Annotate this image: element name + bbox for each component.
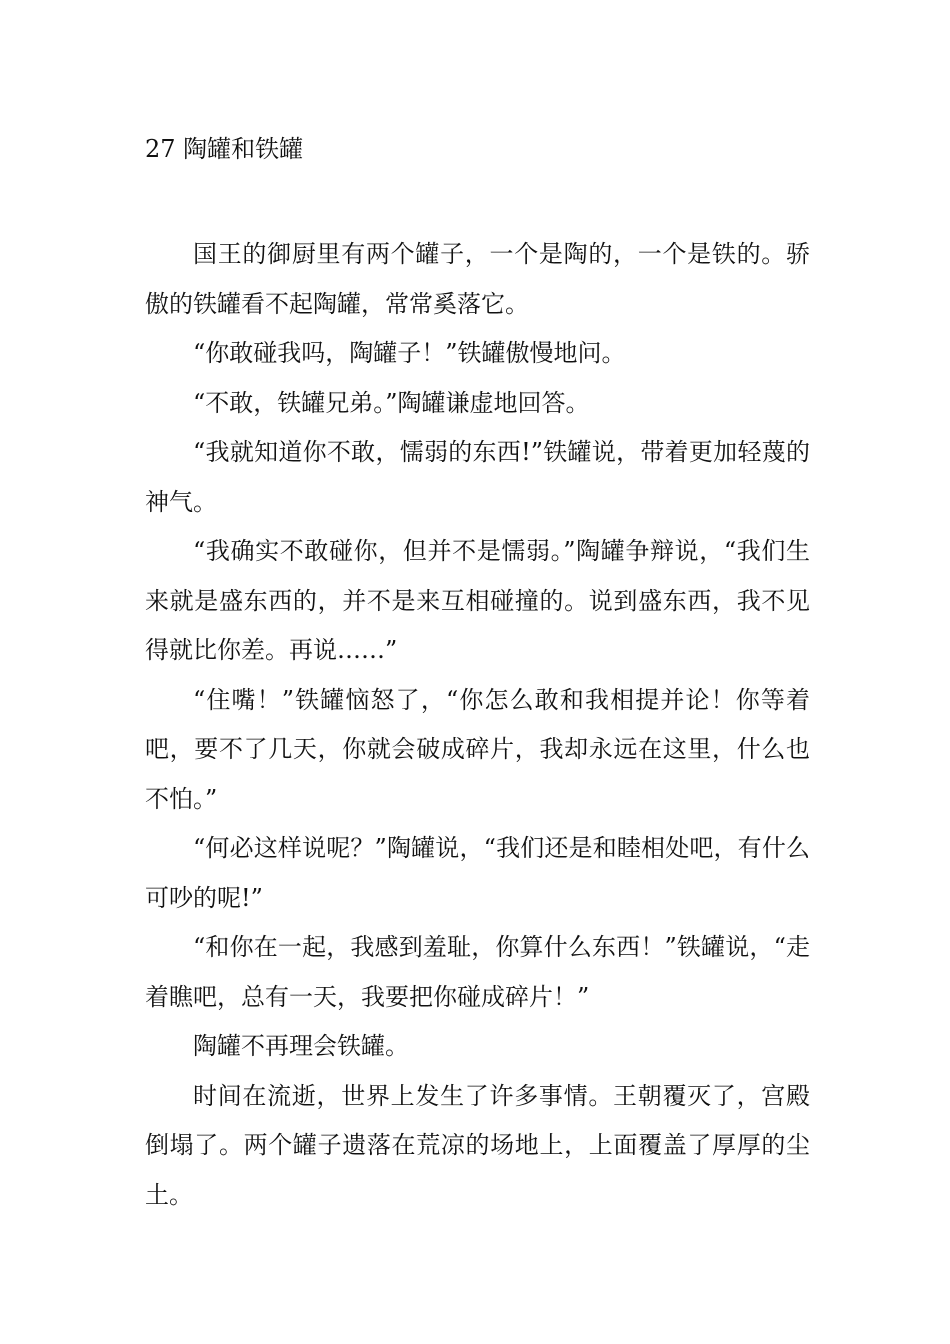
paragraph-5: “我确实不敢碰你，但并不是懦弱。”陶罐争辩说，“我们生来就是盛东西的，并不是来互相碰撞的。说到盛东西，我不见得就比你差。再说……” (145, 537, 810, 664)
paragraph-1: 国王的御厨里有两个罐子，一个是陶的，一个是铁的。骄傲的铁罐看不起陶罐，常常奚落它。 (145, 240, 810, 318)
document-title: 27 陶罐和铁罐 (145, 135, 304, 163)
paragraph-4: “我就知道你不敢，懦弱的东西!”铁罐说，带着更加轻蔑的神气。 (145, 438, 810, 516)
paragraph-7: “何必这样说呢？”陶罐说，“我们还是和睦相处吧，有什么可吵的呢!” (145, 834, 810, 912)
paragraph-10: 时间在流逝，世界上发生了许多事情。王朝覆灭了，宫殿倒塌了。两个罐子遗落在荒凉的场地上，上面覆盖了厚厚的尘土。 (145, 1081, 810, 1209)
paragraph-8: “和你在一起，我感到羞耻，你算什么东西！”铁罐说，“走着瞧吧，总有一天，我要把你碰成碎片！” (145, 933, 810, 1011)
paragraph-6: “住嘴！”铁罐恼怒了，“你怎么敢和我相提并论！你等着吧，要不了几天，你就会破成碎片，我却永远在这里，什么也不怕。” (145, 685, 810, 813)
document-body (145, 230, 810, 1220)
paragraph-2: “你敢碰我吗，陶罐子！”铁罐傲慢地问。 (193, 339, 626, 367)
paragraph-3: “不敢，铁罐兄弟。”陶罐谦虚地回答。 (193, 388, 590, 417)
paragraph-9: 陶罐不再理会铁罐。 (193, 1032, 409, 1060)
